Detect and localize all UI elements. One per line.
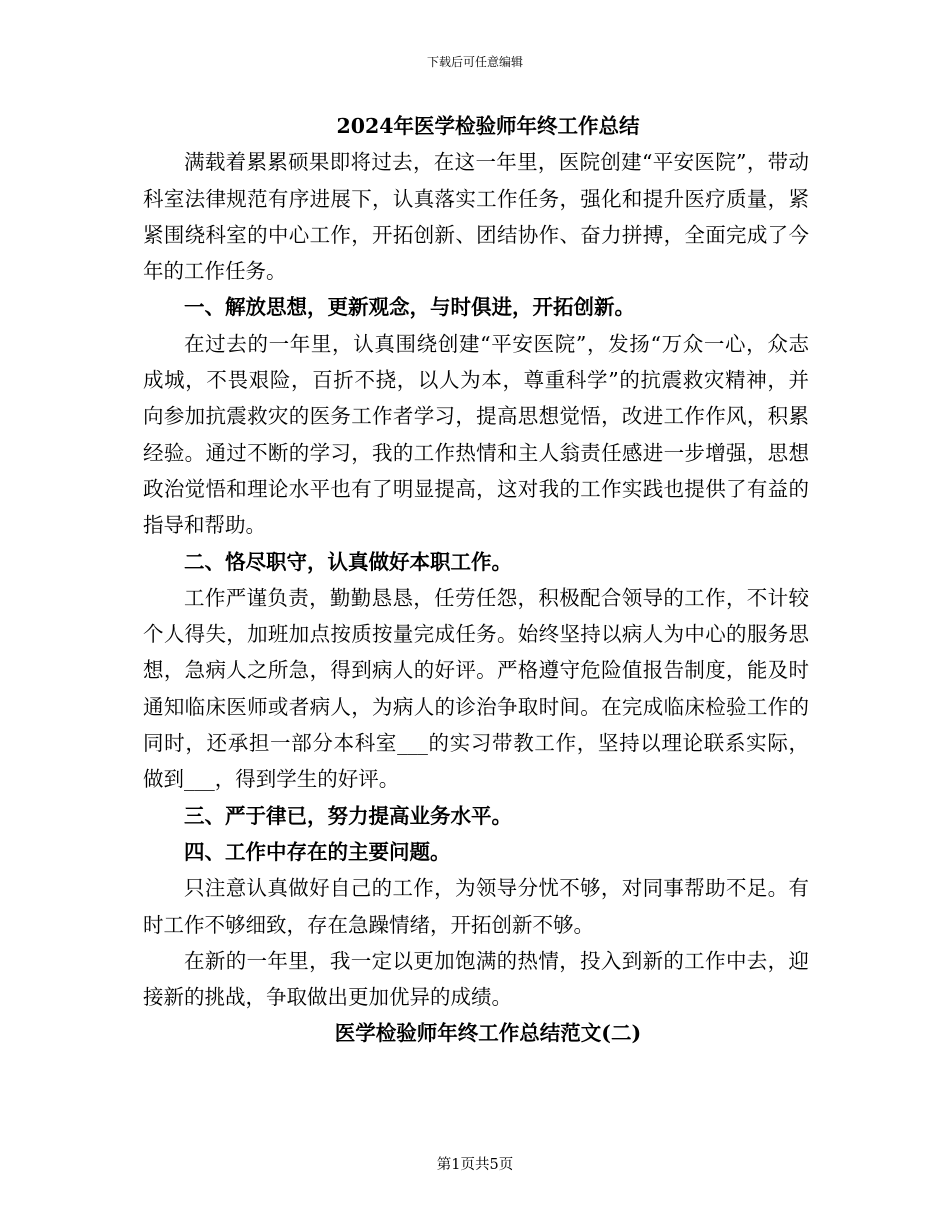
page-number: 第1页共5页 <box>436 1157 514 1173</box>
next-document-title: 医学检验师年终工作总结范文(二) <box>334 1021 642 1046</box>
section-2-paragraph: 工作严谨负责，勤勤恳恳，任劳任怨，积极配合领导的工作，不计较个人得失，加班加点按质按量完成任务。始终坚持以病人为中心的服务思想，急病人之所急，得到病人的好评。严格遵守危险值报告制度，能及时通知临床医师或者病人，为病人的诊治争取时间。在完成临床检验工作的同时，还承担一部分本科室___的实习带教工作，坚持以理论联系实际，做到___，得到学生的好评。 <box>143 585 809 792</box>
section-heading-2: 二、恪尽职守，认真做好本职工作。 <box>184 549 512 574</box>
document-body <box>143 108 809 1052</box>
section-4-paragraph: 只注意认真做好自己的工作，为领导分忧不够，对同事帮助不足。有时工作不够细致，存在急躁情绪，开拓创新不够。 <box>143 876 809 937</box>
section-heading-3: 三、严于律已，努力提高业务水平。 <box>184 803 512 828</box>
closing-paragraph: 在新的一年里，我一定以更加饱满的热情，投入到新的工作中去，迎接新的挑战，争取做出更加优异的成绩。 <box>143 948 809 1010</box>
intro-paragraph: 满载着累累硕果即将过去，在这一年里，医院创建“平安医院”，带动科室法律规范有序进展下，认真落实工作任务，强化和提升医疗质量，紧紧围绕科室的中心工作，开拓创新、团结协作、奋力拼搏，全面完成了今年的工作任务。 <box>143 150 809 284</box>
document-title: 2024年医学检验师年终工作总结 <box>336 114 640 138</box>
section-1-paragraph: 在过去的一年里，认真围绕创建“平安医院”，发扬“万众一心，众志成城，不畏艰险，百折不挠，以人为本，尊重科学”的抗震救灾精神，并向参加抗震救灾的医务工作者学习，提高思想觉悟，改进工作作风，积累经验。通过不断的学习，我的工作热情和主人翁责任感进一步增强，思想政治觉悟和理论水平也有了明显提高，这对我的工作实践也提供了有益的指导和帮助。 <box>143 331 809 538</box>
header-note: 下载后可任意编辑 <box>426 55 523 69</box>
section-heading-4: 四、工作中存在的主要问题。 <box>184 839 451 864</box>
section-heading-1: 一、解放思想，更新观念，与时俱进，开拓创新。 <box>184 295 635 320</box>
